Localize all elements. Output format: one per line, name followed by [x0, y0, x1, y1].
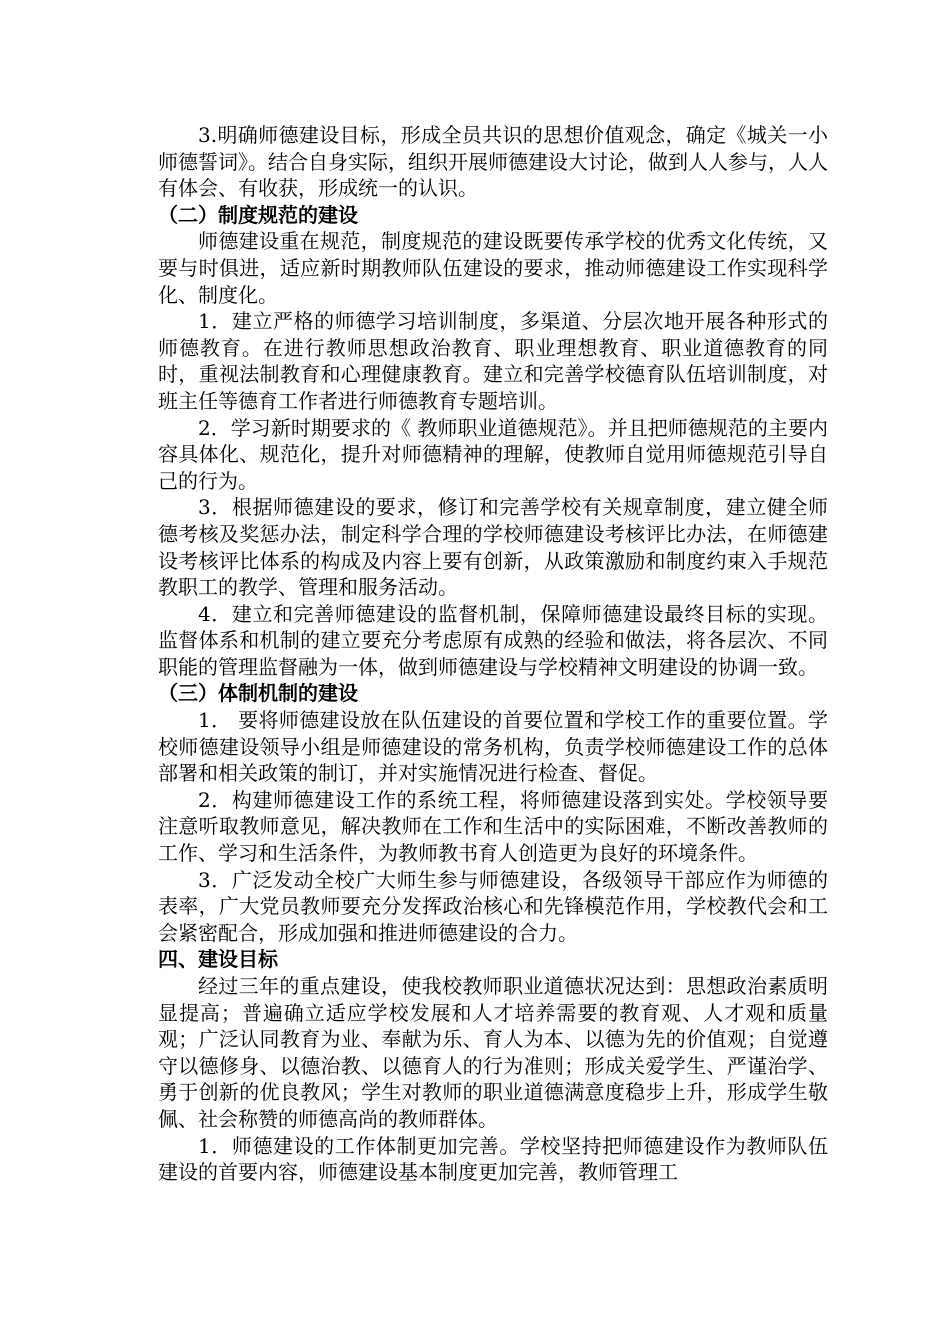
paragraph-goal-3: 3.明确师德建设目标，形成全员共识的思想价值观念，确定《城关一小师德誓词》。结合自身实际，组织开展师德建设大讨论，做到人人参与，人人有体会、有收获，形成统一的认识。: [158, 123, 828, 201]
paragraph-mechanism-3: 3．广泛发动全校广大师生参与师德建设，各级领导干部应作为师德的表率，广大党员教师要充分发挥政治核心和先锋模范作用，学校教代会和工会紧密配合，形成加强和推进师德建设的合力。: [158, 867, 828, 945]
paragraph-norms-intro: 师德建设重在规范，制度规范的建设既要传承学校的优秀文化传统，又要与时俱进，适应新时期教师队伍建设的要求，推动师德建设工作实现科学化、制度化。: [158, 229, 828, 307]
paragraph-mechanism-1: 1． 要将师德建设放在队伍建设的首要位置和学校工作的重要位置。学校师德建设领导小组是师德建设的常务机构，负责学校师德建设工作的总体部署和相关政策的制订，并对实施情况进行检查、督促。: [158, 708, 828, 786]
paragraph-norms-1: 1．建立严格的师德学习培训制度，多渠道、分层次地开展各种形式的师德教育。在进行教师思想政治教育、职业理想教育、职业道德教育的同时，重视法制教育和心理健康教育。建立和完善学校德育队伍培训制度，对班主任等德育工作者进行师德教育专题培训。: [158, 309, 828, 413]
heading-system-norms: （二）制度规范的建设: [158, 202, 358, 227]
paragraph-mechanism-2: 2．构建师德建设工作的系统工程，将师德建设落到实处。学校领导要注意听取教师意见，解决教师在工作和生活中的实际困难，不断改善教师的工作、学习和生活条件，为教师教书育人创造更为良好的环境条件。: [158, 787, 828, 866]
heading-mechanism: （三）体制机制的建设: [158, 681, 358, 706]
paragraph-norms-2: 2．学习新时期要求的《 教师职业道德规范》。并且把师德规范的主要内容具体化、规范化，提升对师德精神的理解，使教师自觉用师德规范引导自己的行为。: [158, 415, 828, 493]
paragraph-norms-3: 3．根据师德建设的要求，修订和完善学校有关规章制度，建立健全师德考核及奖惩办法，制定科学合理的学校师德建设考核评比办法，在师德建设考核评比体系的构成及内容上要有创新，从政策激励和制度约束入手规范教职工的教学、管理和服务活动。: [158, 495, 828, 600]
paragraph-norms-4: 4．建立和完善师德建设的监督机制，保障师德建设最终目标的实现。监督体系和机制的建立要充分考虑原有成熟的经验和做法，将各层次、不同职能的管理监督融为一体，做到师德建设与学校精神文明建设的协调一致。: [158, 601, 828, 679]
heading-objectives: 四、建设目标: [158, 947, 278, 972]
paragraph-objectives-1: 1．师德建设的工作体制更加完善。学校坚持把师德建设作为教师队伍建设的首要内容，师德建设基本制度更加完善，教师管理工: [158, 1133, 828, 1185]
document-page: [158, 122, 828, 1186]
paragraph-objectives-intro: 经过三年的重点建设，使我校教师职业道德状况达到：思想政治素质明显提高；普遍确立适应学校发展和人才培养需要的教育观、人才观和质量观；广泛认同教育为业、奉献为乐、育人为本、以德为先的价值观；自觉遵守以德修身、以德治教、以德育人的行为准则；形成关爱学生、严谨治学、勇于创新的优良教风；学生对教师的职业道德满意度稳步上升，形成学生敬佩、社会称赞的师德高尚的教师群体。: [158, 974, 828, 1131]
